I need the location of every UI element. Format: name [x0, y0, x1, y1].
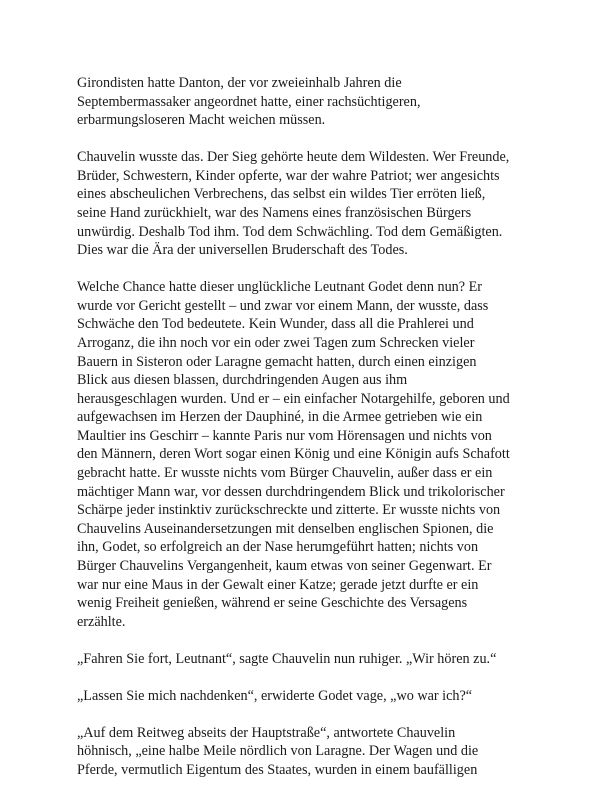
paragraph-6: „Auf dem Reitweg abseits der Hauptstraße“, antwortete Chauvelin höhnisch, „eine halbe Meile nördlich von Laragne. Der Wagen und die Pferde, vermutlich Eigentum des Staates, wurden in einem baufälligen: [77, 724, 479, 778]
paragraph-1: Girondisten hatte Danton, der vor zweieinhalb Jahren die Septembermassaker angeordnet hatte, einer rachsüchtigeren, erbarmungsloseren Macht weichen müssen.: [77, 75, 421, 129]
paragraph-4: „Fahren Sie fort, Leutnant“, sagte Chauvelin nun ruhiger. „Wir hören zu.“: [77, 650, 497, 667]
paragraph-2: Chauvelin wusste das. Der Sieg gehörte heute dem Wildesten. Wer Freunde, Brüder, Schwestern, Kinder opferte, war der wahre Patriot; wer angesichts eines abscheulichen Verbrechens, das selbst ein wildes Tier erröten ließ, seine Hand zurückhielt, war des Namens eines französischen Bürgers unwürdig. Deshalb Tod ihm. Tod dem Schwächling. Tod dem Gemäßigten. Dies war die Ära der universellen Bruderschaft des Todes.: [77, 149, 510, 259]
paragraph-5: „Lassen Sie mich nachdenken“, erwiderte Godet vage, „wo war ich?“: [77, 687, 473, 704]
paragraph-3: Welche Chance hatte dieser unglückliche Leutnant Godet denn nun? Er wurde vor Gericht gestellt – und zwar vor einem Mann, der wusste, dass Schwäche den Tod bedeutete. Kein Wunder, dass all die Prahlerei und Arroganz, die ihn noch vor ein oder zwei Tagen zum Schrecken vieler Bauern in Sisteron oder Laragne gemacht hatten, durch einen einzigen Blick aus diesen blassen, durchdringenden Augen aus ihm herausgeschlagen wurden. Und er – ein einfacher Notargehilfe, geboren und aufgewachsen im Herzen der Dauphiné, in die Armee getrieben wie ein Maultier ins Geschirr – kannte Paris nur vom Hörensagen und nichts von den Männern, deren Wort sogar einen König und eine Königin aufs Schafott gebracht hatte. Er wusste nichts vom Bürger Chauvelin, außer dass er ein mächtiger Mann war, vor dessen durchdringendem Blick und trikolorischer Schärpe jeder instinktiv zurückschreckte und zitterte. Er wusste nichts von Chauvelins Auseinandersetzungen mit denselben englischen Spionen, die ihn, Godet, so erfolgreich an der Nase herumgeführt hatten; nichts von Bürger Chauvelins Vergangenheit, kaum etwas von seiner Gegenwart. Er war nur eine Maus in der Gewalt einer Katze; gerade jetzt durfte er ein wenig Freiheit genießen, während er seine Geschichte des Versagens erzählte.: [77, 279, 510, 630]
document-page: [77, 74, 529, 798]
